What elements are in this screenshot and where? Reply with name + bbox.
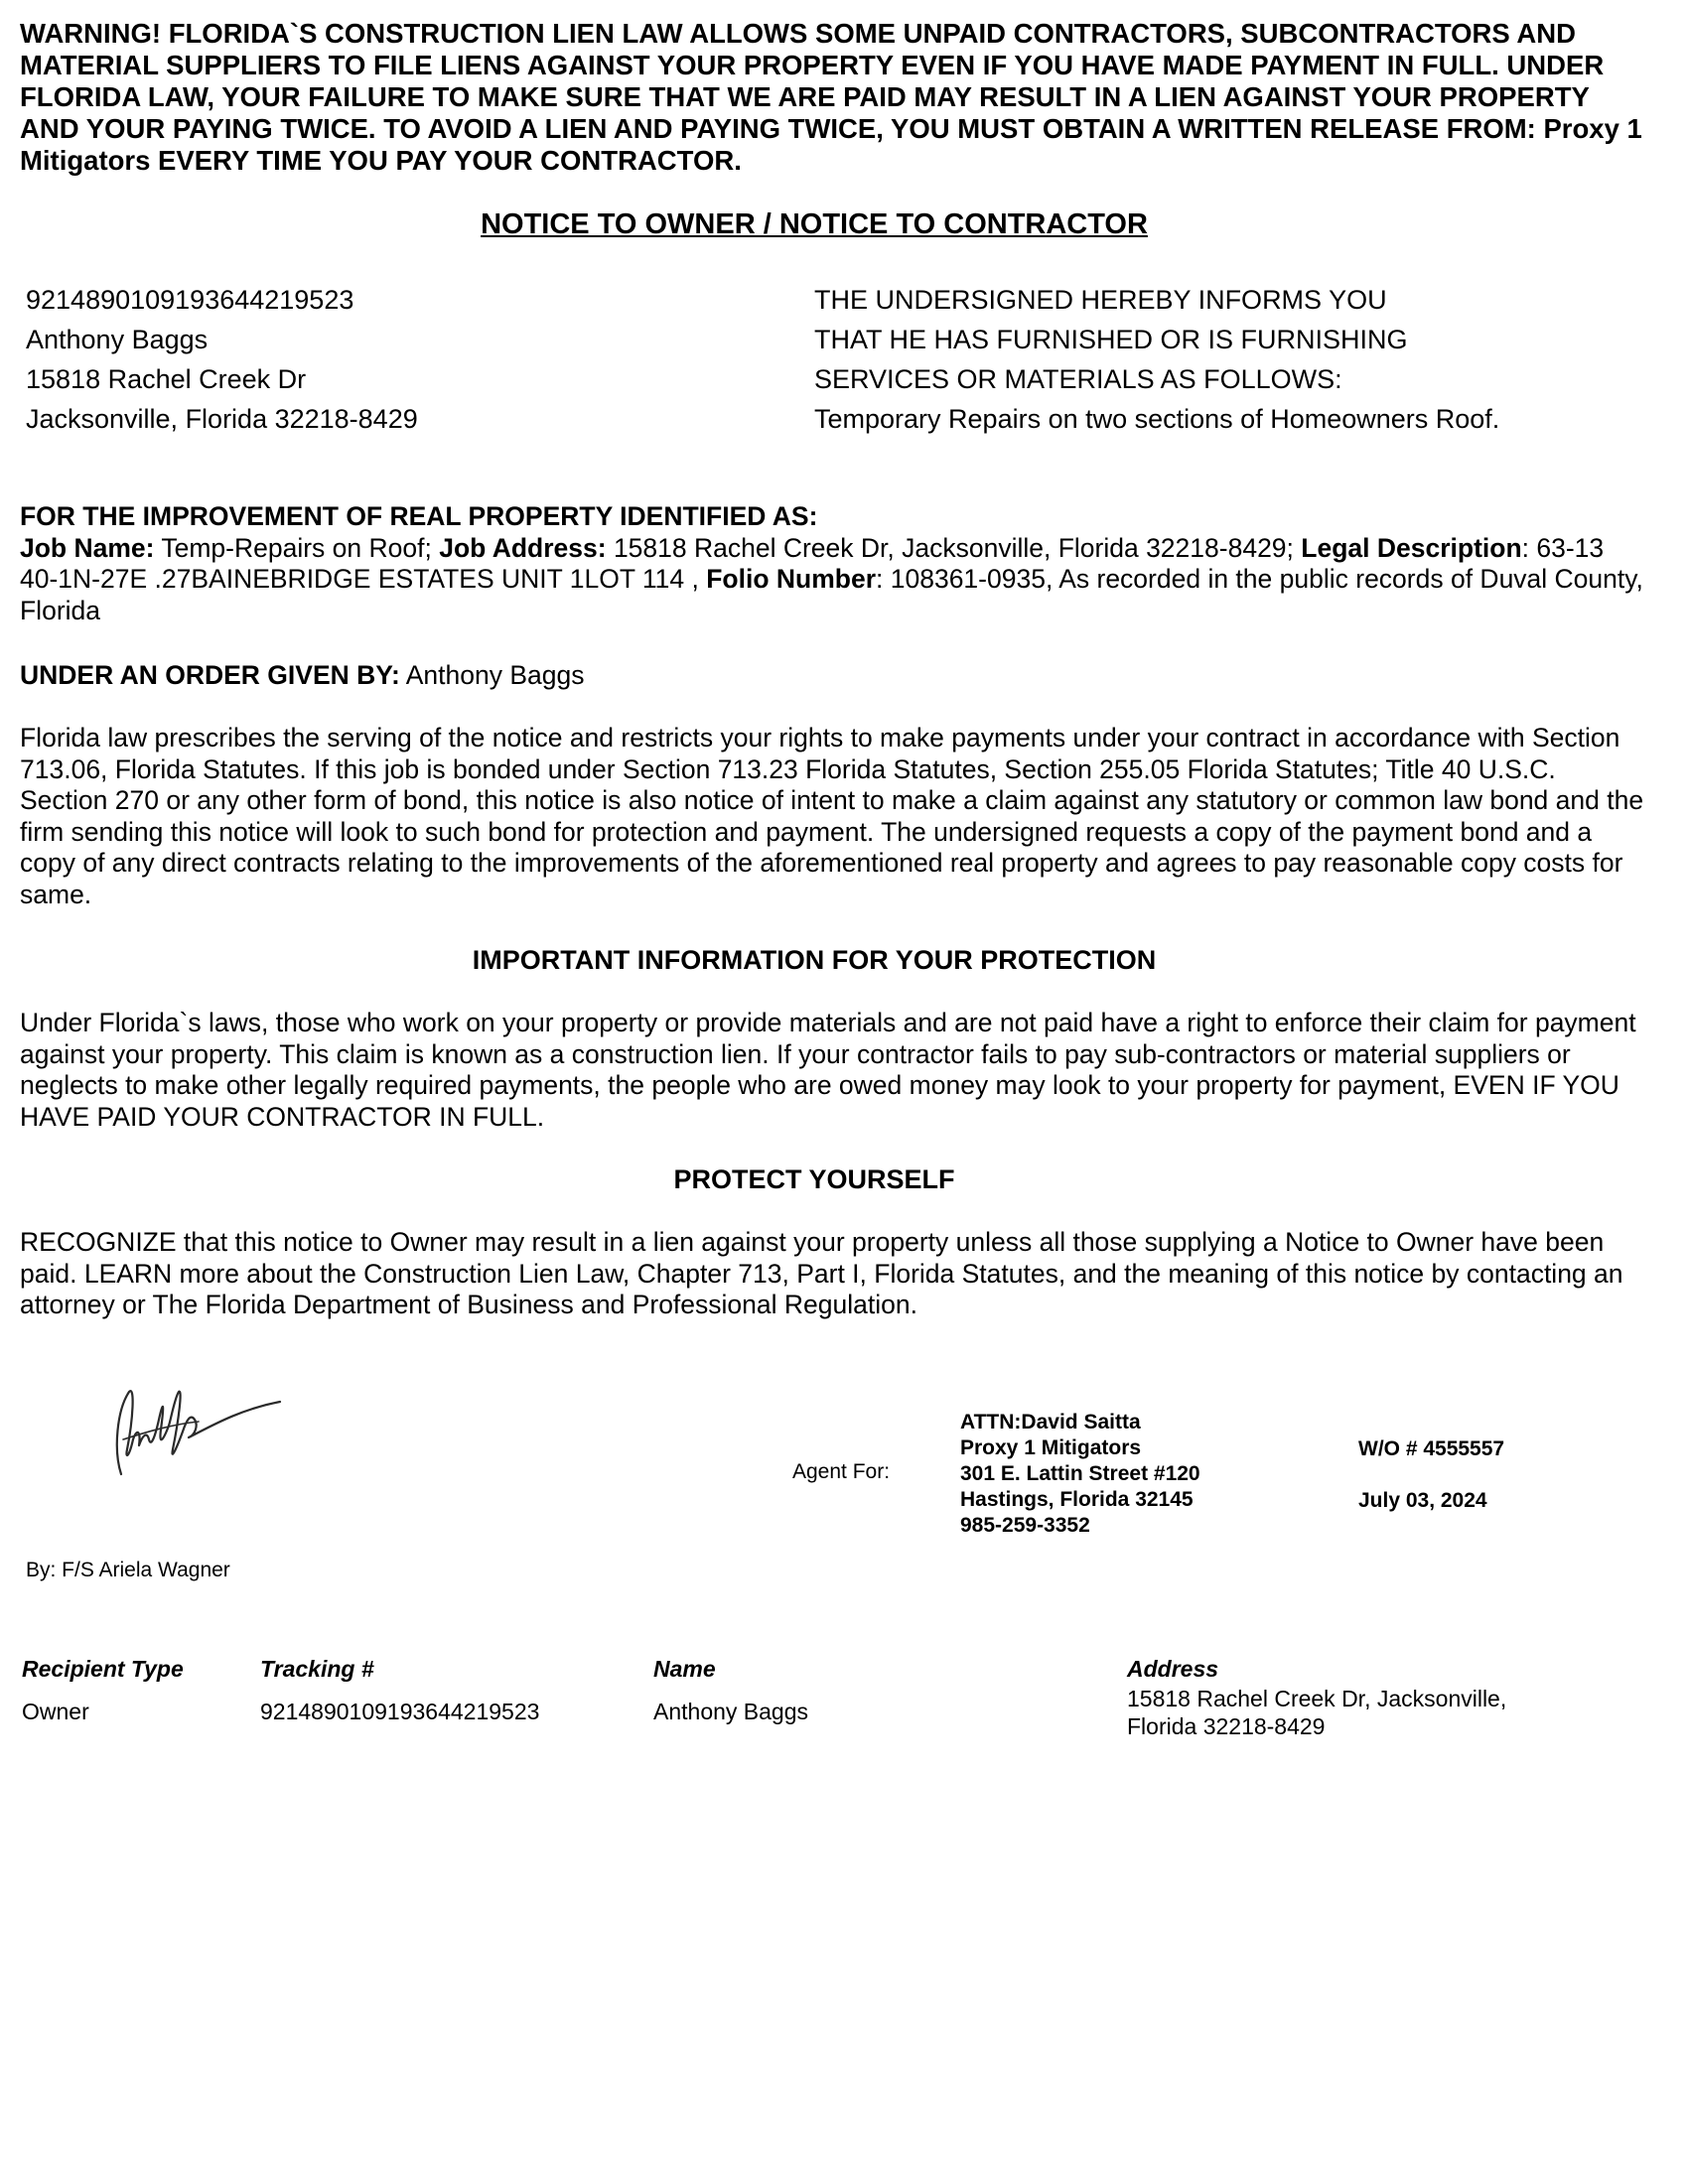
order-given-by — [20, 660, 1648, 692]
protect-heading: PROTECT YOURSELF — [673, 1164, 955, 1194]
job-address-value: 15818 Rachel Creek Dr, Jacksonville, Florida 32218-8429; — [606, 532, 1302, 563]
column-header-tracking: Tracking # — [260, 1656, 374, 1682]
property-section — [20, 501, 1648, 626]
agent-company: Proxy 1 Mitigators — [960, 1436, 1142, 1459]
important-heading: IMPORTANT INFORMATION FOR YOUR PROTECTION — [472, 945, 1157, 975]
furnishing-description: Temporary Repairs on two sections of Homeowners Roof. — [814, 404, 1500, 434]
recipient-street: 15818 Rachel Creek Dr — [26, 364, 307, 394]
column-header-address: Address — [1127, 1656, 1219, 1682]
job-name-value: Temp-Repairs on Roof; — [154, 532, 440, 563]
agent-address-block — [960, 1410, 1278, 1539]
signature-image — [99, 1380, 288, 1489]
column-header-recipient-type: Recipient Type — [22, 1656, 184, 1682]
furnishing-line-3: SERVICES OR MATERIALS AS FOLLOWS: — [814, 364, 1342, 394]
recipient-tracking: 9214890109193644219523 — [26, 285, 354, 315]
recipient-city: Jacksonville, Florida 32218-8429 — [26, 404, 418, 434]
property-heading: FOR THE IMPROVEMENT OF REAL PROPERTY IDENTIFIED AS: — [20, 501, 818, 531]
signed-by: By: F/S Ariela Wagner — [26, 1559, 230, 1581]
law-paragraph: Florida law prescribes the serving of the notice and restricts your rights to make payments under your contract in accordance with Section 713.06, Florida Statutes. If this job is bonded under Section 713.23 Florida Statutes, Section 255.05 Florida Statutes; Title 40 U.S.C. Section 270 or any other form of bond, this notice is also notice of intent to make a claim against any statutory or common law bond and the firm sending this notice will look to such bond for protection and payment. The undersigned requests a copy of the payment bond and a copy of any direct contracts relating to the improvements of the aforementioned real property and agrees to pay reasonable copy costs for same. — [20, 723, 1644, 909]
row-name: Anthony Baggs — [653, 1699, 809, 1724]
job-name-label: Job Name: — [20, 532, 155, 563]
column-header-name: Name — [653, 1656, 716, 1682]
row-address — [1127, 1685, 1506, 1740]
row-tracking: 9214890109193644219523 — [260, 1699, 540, 1724]
important-paragraph: Under Florida`s laws, those who work on your property or provide materials and are not paid have a right to enforce their claim for payment against your property. This claim is known as a construction lien. If your contractor fails to pay sub-contractors or material suppliers or neglects to make other legally required payments, the people who are owed money may look to your property for payment, EVEN IF YOU HAVE PAID YOUR CONTRACTOR IN FULL. — [20, 1008, 1636, 1132]
agent-attn: ATTN:David Saitta — [960, 1411, 1141, 1433]
recipient-address-block — [26, 280, 721, 439]
row-recipient-type: Owner — [22, 1699, 89, 1724]
furnishing-line-1: THE UNDERSIGNED HEREBY INFORMS YOU — [814, 285, 1387, 315]
warning-text: WARNING! FLORIDA`S CONSTRUCTION LIEN LAW ALLOWS SOME UNPAID CONTRACTORS, SUBCONTRACTORS AND MATERIAL SUPPLIERS TO FILE LIENS AGAINST YOUR PROPERTY EVEN IF YOU HAVE MADE PAYMENT IN FULL. UNDER FLORIDA LAW, YOUR FAILURE TO MAKE SURE THAT WE ARE PAID MAY RESULT IN A LIEN AGAINST YOUR PROPERTY AND YOUR PAYING TWICE. TO AVOID A LIEN AND PAYING TWICE, YOU MUST OBTAIN A WRITTEN RELEASE FROM: Proxy 1 Mitigators EVERY TIME YOU PAY YOUR CONTRACTOR. — [20, 18, 1642, 176]
agent-city: Hastings, Florida 32145 — [960, 1488, 1194, 1511]
legal-description-value: : 63-13 40-1N-27E .27BAINEBRIDGE ESTATES UNIT 1LOT 114 , — [20, 532, 1605, 594]
order-name: Anthony Baggs — [399, 660, 585, 690]
job-address-label: Job Address: — [439, 532, 607, 563]
order-label: UNDER AN ORDER GIVEN BY: — [20, 660, 400, 690]
folio-value: : 108361-0935, As recorded in the public records of Duval County, Florida — [20, 564, 1643, 625]
furnishing-statement — [814, 280, 1648, 439]
furnishing-line-2: THAT HE HAS FURNISHED OR IS FURNISHING — [814, 325, 1408, 354]
notice-date: July 03, 2024 — [1358, 1489, 1487, 1512]
agent-for-label: Agent For: — [792, 1460, 891, 1483]
agent-street: 301 E. Lattin Street #120 — [960, 1462, 1200, 1485]
agent-phone: 985-259-3352 — [960, 1514, 1090, 1537]
work-order-number: W/O # 4555557 — [1358, 1437, 1505, 1460]
row-address-line-1: 15818 Rachel Creek Dr, Jacksonville, — [1127, 1686, 1507, 1711]
recipient-name: Anthony Baggs — [26, 325, 209, 354]
legal-description-label: Legal Description — [1301, 532, 1522, 563]
folio-label: Folio Number — [706, 564, 877, 594]
notice-title: NOTICE TO OWNER / NOTICE TO CONTRACTOR — [481, 208, 1148, 240]
protect-paragraph: RECOGNIZE that this notice to Owner may result in a lien against your property unless all those supplying a Notice to Owner have been paid. LEARN more about the Construction Lien Law, Chapter 713, Part I, Florida Statutes, and the meaning of this notice by contacting an attorney or The Florida Department of Business and Professional Regulation. — [20, 1227, 1623, 1319]
row-address-line-2: Florida 32218-8429 — [1127, 1713, 1326, 1739]
